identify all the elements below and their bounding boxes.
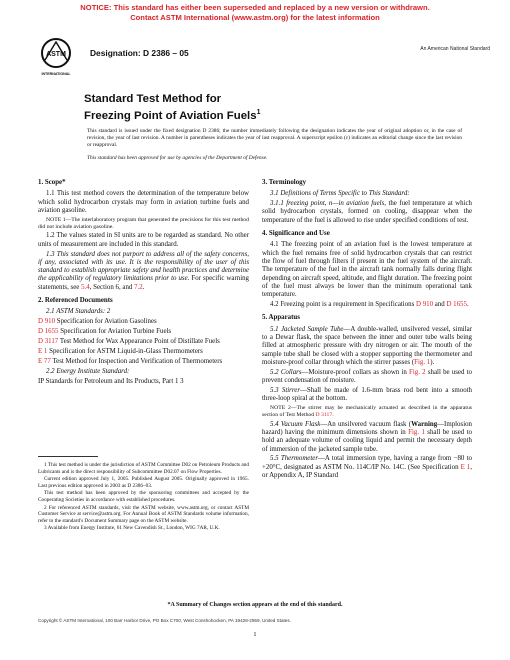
para-5-5 [262, 455, 472, 480]
astm-logo-icon [39, 36, 73, 78]
para-1-1: 1.1 This test method covers the determination of the temperature below which solid hydrocarbon crystals may form in aviation turbine fuels and aviation gasoline. [38, 190, 249, 214]
issued-under-statement: This standard is issued under the fixed designation D 2386; the number immediately following the designation indicates the year of original adoption or, in the case of revision, the year of last revision. A number in parentheses indicates the year of last reapproval. A superscript epsilon (ε) indicates an editorial change since the last revision or reapproval. [87, 128, 462, 148]
logo-text: ASTM [46, 51, 66, 58]
reference-title: Specification for Aviation Gasolines [56, 318, 157, 326]
term-stirrer: 5.3 Stirrer [270, 386, 301, 394]
reference-item [38, 328, 249, 336]
para-1-3-safety: 1.3 This standard does not purport to address all of the safety concerns, if any, associated with its use. It is the responsibility of the user of this standard to establish appropriate safety and health practices and determine the applicability of regulatory limitations prior to use. [38, 250, 249, 283]
link-d910[interactable]: D 910 [416, 301, 434, 309]
reference-item [38, 358, 249, 366]
section-1-heading: 1. Scope* [38, 179, 66, 186]
footnote-1-edition: Current edition approved July 1, 2005. Published August 2005. Originally approved in 1965. Last previous edition approved in 2003 as D 2386–03. [38, 476, 249, 489]
para-5-4-a: —An unsilvered vacuum flask ( [320, 420, 412, 428]
link-e1[interactable]: E 1 [460, 463, 471, 471]
dod-approval-statement: This standard has been approved for use by agencies of the Department of Defense. [87, 155, 268, 161]
para-4-2 [262, 301, 472, 309]
link-d1655[interactable]: D 1655 [446, 301, 467, 309]
note-1: NOTE 1—The interlaboratory program that generated the precisions for this test method did not include aviation gasoline. [38, 216, 249, 230]
reference-title: Test Method for Inspection and Verification of Thermometers [52, 357, 223, 365]
term-jacketed-tube: 5.1 Jacketed Sample Tube [270, 325, 344, 333]
para-1-3-tail: For specific warning statements, see [38, 275, 250, 291]
summary-of-changes-note: *A Summary of Changes section appears at the end of this standard. [167, 602, 343, 608]
reference-title: Test Method for Wax Appearance Point of Distillate Fuels [59, 338, 220, 346]
link-fig-2[interactable]: Fig. 2 [409, 368, 426, 376]
para-2-1 [38, 308, 249, 316]
logo-subtext: INTERNATIONAL [41, 72, 71, 76]
link-d3117[interactable]: D 3117 [315, 412, 333, 419]
term-vacuum-flask: 5.4 Vacuum Flask [270, 420, 321, 428]
title-footnote-mark: 1 [256, 109, 261, 116]
freezing-point-definition: the fuel temperature at which solid hydrocarbon crystals, formed on cooling, disappear when the temperature of the fuel is allowed to rise under specified conditions of test. [262, 200, 472, 224]
para-2-2 [38, 368, 249, 376]
term-freezing-point: 3.1.1 freezing point, n—in aviation fuels, [270, 200, 387, 208]
reference-code-link[interactable]: E 1 [38, 347, 48, 355]
term-thermometer: 5.5 Thermometer [270, 455, 319, 463]
para-1-3-end: . [142, 283, 145, 291]
note-2-text: NOTE 2—The stirrer may be mechanically actuated as described in the apparatus section of Test Method [262, 405, 472, 419]
reference-title: Specification for Aviation Turbine Fuels [60, 328, 172, 336]
reference-item [38, 348, 249, 356]
document-title [84, 93, 260, 123]
reference-code-link[interactable]: D 1655 [38, 328, 59, 336]
copyright: Copyright © ASTM International, 100 Barr Harbor Drive, PO Box C700, West Conshohocken, PA 19428-2959, United States. [38, 618, 291, 623]
right-column [262, 174, 472, 482]
para-5-4-c: shall be used to hold an adequate volume of cooling liquid and permit the necessary depth of immersion of the jacketed sample tube. [262, 428, 472, 453]
warning-label: Warning [411, 420, 438, 428]
link-5-4[interactable]: 5.4 [81, 283, 90, 291]
title-line-1: Standard Test Method for [84, 93, 222, 105]
para-1-3 [38, 251, 249, 292]
para-5-1-text: —A double-walled, unsilvered vessel, similar to a Dewar flask, the space between the inner and outer tube walls being filled at atmospheric pressure with dry nitrogen or air. The mouth of the sample tube shall be closed with a stopper supporting the thermometer and moisture-proof collar through which the stirrer passes ( [262, 325, 472, 366]
para-5-3-text: —Shall be made of 1.6-mm brass rod bent into a smooth three-loop spiral at the bottom. [262, 386, 472, 403]
title-line-2: Freezing Point of Aviation Fuels [84, 109, 257, 122]
para-5-2-end: shall be used to prevent condensation of moisture. [262, 368, 472, 385]
reference-code-link[interactable]: D 3117 [38, 338, 59, 346]
para-5-4-b: —Implosion hazard) having the minimum dimensions shown in [262, 420, 472, 436]
para-1-2: 1.2 The values stated in SI units are to be regarded as standard. No other units of measurement are included in this standard. [38, 232, 249, 248]
withdrawal-notice [0, 3, 510, 22]
footnote-divider [38, 456, 98, 457]
left-column [38, 174, 249, 387]
para-5-5-b: , or Appendix A, IP Standard [262, 463, 472, 480]
notice-line-2: Contact ASTM International (www.astm.org) for the latest information [130, 12, 380, 22]
term-collars: 5.2 Collars [270, 368, 302, 376]
para-5-4 [262, 421, 472, 454]
footnote-1-approval: This test method has been approved by the sponsoring committees and accepted by the Cooperating Societies in accordance with established procedures. [38, 490, 249, 503]
section-4-heading: 4. Significance and Use [262, 230, 330, 238]
para-1-3-mid: , Section 6, and [89, 283, 135, 291]
footnote-3: 3 Available from Energy Institute, 61 New Cavendish St., London, WIG 7AR, U.K. [44, 525, 220, 532]
para-3-1 [262, 190, 472, 198]
footnote-1: 1 This test method is under the jurisdiction of ASTM Committee D02 on Petroleum Products and Lubricants and is the direct responsibility of Subcommittee D02.07 on Flow Properties. [38, 462, 249, 475]
section-5-heading: 5. Apparatus [262, 314, 300, 322]
para-5-1-end: ). [430, 358, 435, 366]
footnotes [38, 462, 249, 533]
para-5-3 [262, 387, 472, 404]
reference-code-link[interactable]: E 77 [38, 357, 51, 365]
note-2 [262, 405, 472, 419]
reference-item [38, 338, 249, 346]
para-4-2-and: and [433, 301, 447, 309]
para-5-2-text: —Moisture-proof collars as shown in [301, 368, 410, 376]
notice-line-1: NOTICE: This standard has either been superseded and replaced by a new version or withdrawn. [80, 3, 430, 12]
para-4-1: 4.1 The freezing point of an aviation fuel is the lowest temperature at which the fuel remains free of solid hydrocarbon crystals that can restrict the flow of fuel through filters if present in the fuel system of the aircraft. The temperature of the fuel in the aircraft tank normally falls during flight depending on aircraft speed, altitude, and flight duration. The freezing point of the fuel must always be lower than the minimum operational tank temperature. [262, 241, 472, 299]
reference-code-link[interactable]: D 910 [38, 318, 56, 326]
section-2-heading: 2. Referenced Documents [38, 297, 113, 305]
para-5-2 [262, 369, 472, 386]
para-2-2-text: 2.2 Energy Institute Standard: [46, 367, 130, 375]
reference-title: Specification for ASTM Liquid-in-Glass Thermometers [49, 347, 203, 355]
page-number: 1 [253, 631, 257, 638]
reference-item [38, 318, 249, 326]
para-3-1-text: 3.1 Definitions of Terms Specific to This Standard: [270, 190, 410, 198]
note-2-end: . [332, 412, 334, 419]
para-3-1-1 [262, 200, 472, 225]
link-fig-1[interactable]: Fig. 1 [414, 358, 431, 366]
designation: Designation: D 2386 – 05 [90, 48, 189, 58]
national-standard-label: An American National Standard [420, 46, 490, 52]
referenced-standards-list [38, 318, 249, 366]
para-4-2-text: 4.2 Freezing point is a requirement in Specifications [270, 301, 417, 309]
para-5-1 [262, 326, 472, 367]
section-3-heading: 3. Terminology [262, 179, 307, 186]
ip-standards: IP Standards for Petroleum and Its Products, Part 1 3 [38, 377, 184, 385]
footnote-2: 2 For referenced ASTM standards, visit the ASTM website, www.astm.org, or contact ASTM Customer Service at service@astm.org. For Annual Book of ASTM Standards volume information, refer to the standard's Document Summary page on the ASTM website. [38, 504, 249, 524]
para-2-1-text: 2.1 ASTM Standards: 2 [46, 308, 111, 316]
link-7-2[interactable]: 7.2 [134, 283, 143, 291]
para-5-5-a: —A total immersion type, having a range from −80 to +20°C, designated as ASTM No. 114C/IP No. 14C. (See Specification [262, 455, 472, 471]
para-4-2-end: . [466, 301, 469, 309]
link-fig-1b[interactable]: Fig. 1 [408, 428, 425, 436]
